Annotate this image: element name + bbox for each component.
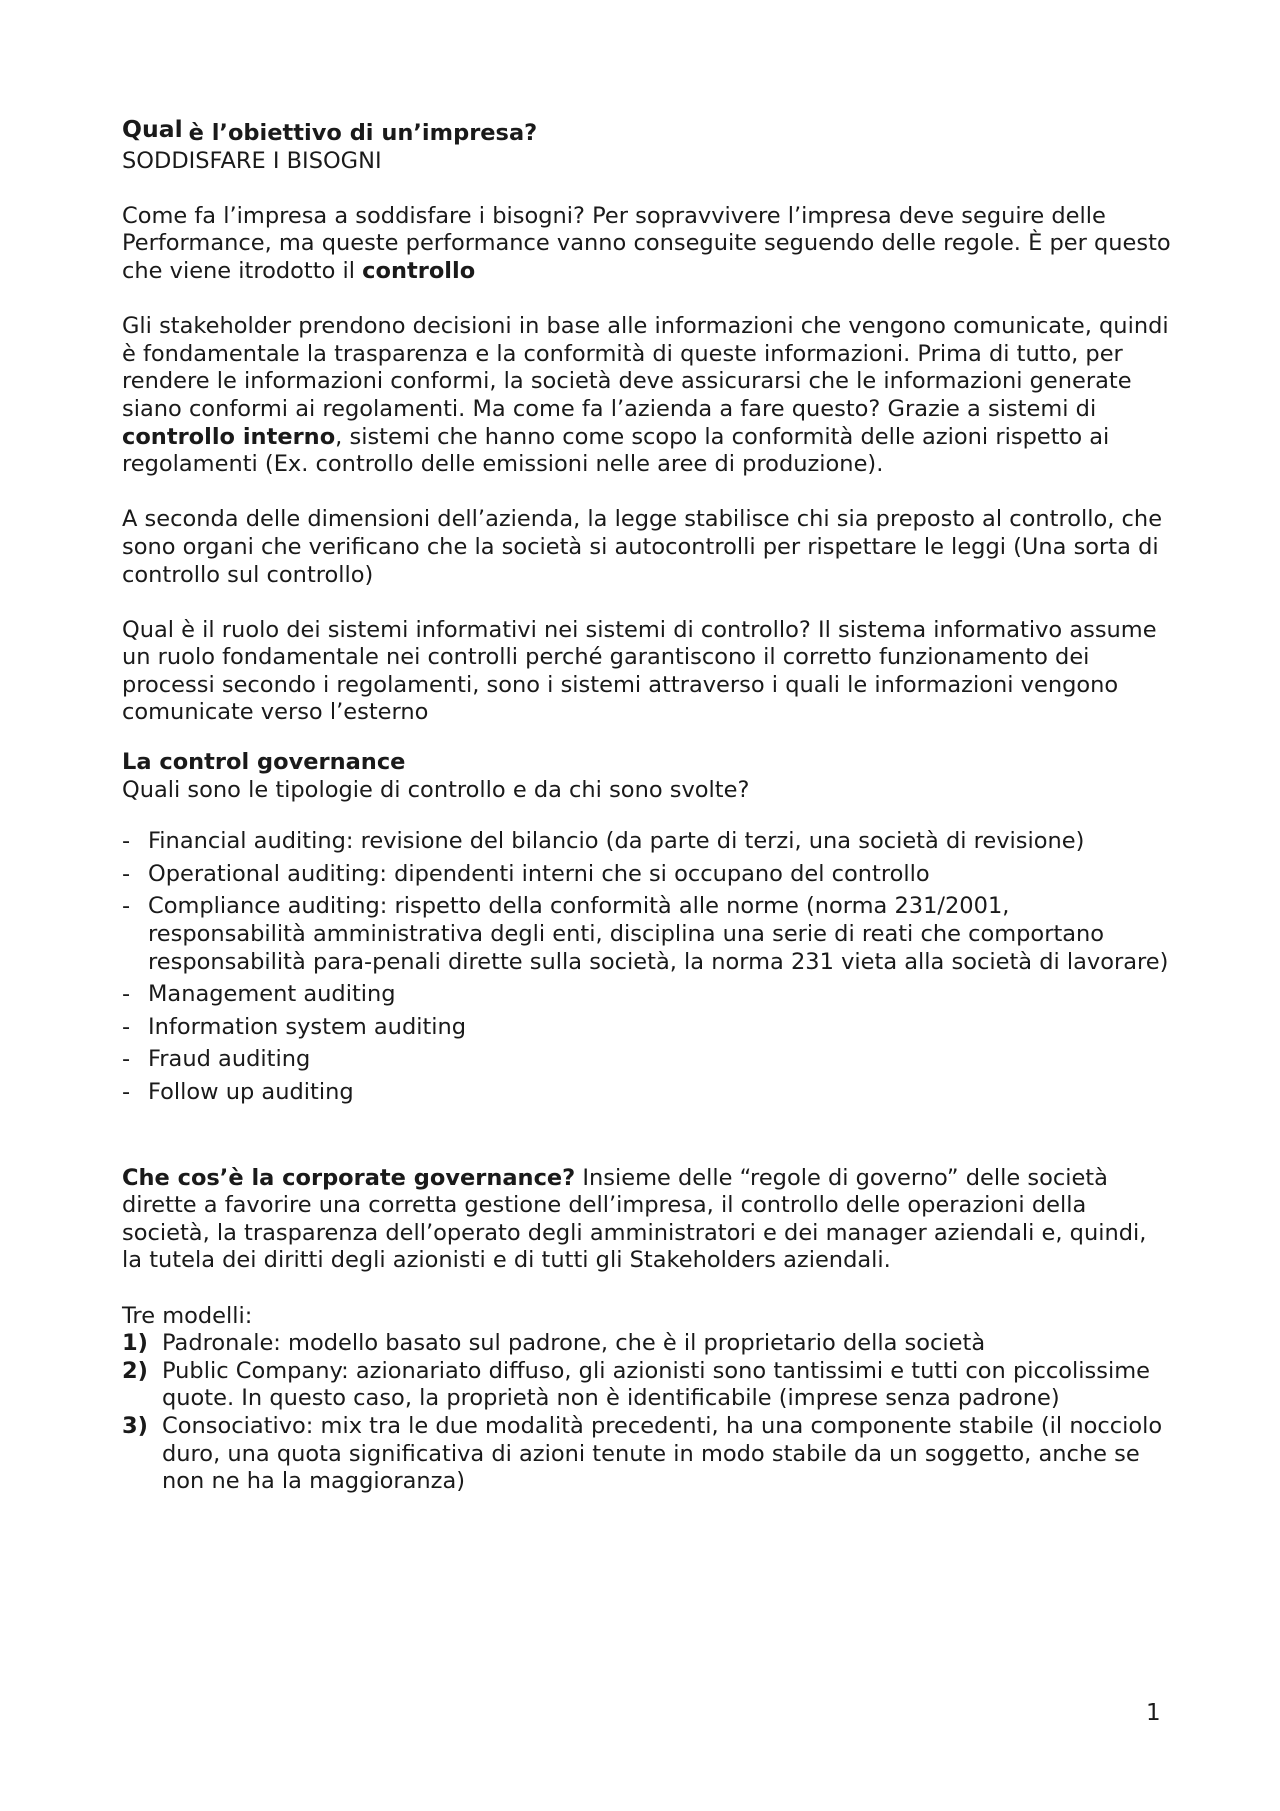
answer-needs: SODDISFARE I BISOGNI — [122, 147, 382, 174]
paragraph-sistemi-informativi: Qual è il ruolo dei sistemi informativi nei sistemi di controllo? Il sistema informativo assume un ruolo fondamentale nei controlli perché garantiscono il corretto funzionamento dei processi secondo i regolamenti, sono i sistemi attraverso i quali le informazioni vengono comunicate verso l’esterno — [122, 616, 1157, 726]
heading-objective — [122, 115, 1172, 148]
list-item: - Fraud auditing — [122, 1046, 311, 1073]
list-item: - Compliance auditing: rispetto della conformità alle norme (norma 231/2001, responsabilità amministrativa degli enti, disciplina una serie di reati che comportano responsabilità para-penali dirette sulla società, la norma 231 vieta alla società di lavorare) — [122, 893, 1169, 975]
document-page — [122, 115, 1172, 1496]
list-item: - Information system auditing — [122, 1013, 467, 1040]
list-item: 1) Padronale: modello basato sul padrone, che è il proprietario della società — [122, 1330, 986, 1357]
section-question: Quali sono le tipologie di controllo e da chi sono svolte? — [122, 776, 750, 803]
models-intro: Tre modelli: — [122, 1302, 253, 1329]
paragraph-stakeholder: Gli stakeholder prendono decisioni in base alle informazioni che vengono comunicate, quindi è fondamentale la trasparenza e la conformità di queste informazioni. Prima di tutto, per rendere le informazioni conformi, la società deve assicurarsi che le informazioni generate siano conformi ai regolamenti. Ma come fa l’azienda a fare questo? Grazie a sistemi di controllo interno, sistemi che hanno come scopo la conformità delle azioni rispetto ai regolamenti (Ex. controllo delle emissioni nelle aree di produzione). — [122, 313, 1169, 478]
list-item: - Management auditing — [122, 981, 396, 1008]
auditing-list — [122, 828, 1172, 1106]
heading-objective-qual: Qual — [122, 115, 183, 143]
list-item: 3) Consociativo: mix tra le due modalità precedenti, ha una componente stabile (il nocciolo duro, una quota significativa di azioni tenute in modo stabile da un soggetto, anche se non ne ha la maggioranza) — [122, 1412, 1163, 1495]
heading-objective-rest: è l’obiettivo di un’impresa? — [188, 120, 538, 146]
paragraph-performance: Come fa l’impresa a soddisfare i bisogni? Per sopravvivere l’impresa deve seguire delle Performance, ma queste performance vanno conseguite seguendo delle regole. È per questo che viene itrodotto il controllo — [122, 202, 1171, 284]
list-item: - Operational auditing: dipendenti interni che si occupano del controllo — [122, 860, 930, 887]
list-item: 2) Public Company: azionariato diffuso, gli azionisti sono tantissimi e tutti con piccolissime quote. In questo caso, la proprietà non è identificabile (imprese senza padrone) — [122, 1357, 1150, 1412]
section-title-control-governance: La control governance — [122, 749, 406, 776]
paragraph-legge: A seconda delle dimensioni dell’azienda, la legge stabilisce chi sia preposto al controllo, che sono organi che verificano che la società si autocontrolli per rispettare le leggi (Una sorta di controllo sul controllo) — [122, 506, 1163, 588]
models-list — [122, 1330, 1172, 1496]
list-item: - Financial auditing: revisione del bilancio (da parte di terzi, una società di revisione) — [122, 828, 1085, 855]
page-number: 1 — [1146, 1700, 1161, 1726]
paragraph-corporate-governance: Che cos’è la corporate governance? Insieme delle “regole di governo” delle società dirette a favorire una corretta gestione dell’impresa, il controllo delle operazioni della società, la trasparenza dell’operato degli amministratori e dei manager aziendali e, quindi, la tutela dei diritti degli azionisti e di tutti gli Stakeholders aziendali. — [122, 1164, 1147, 1274]
list-item: - Follow up auditing — [122, 1079, 354, 1105]
